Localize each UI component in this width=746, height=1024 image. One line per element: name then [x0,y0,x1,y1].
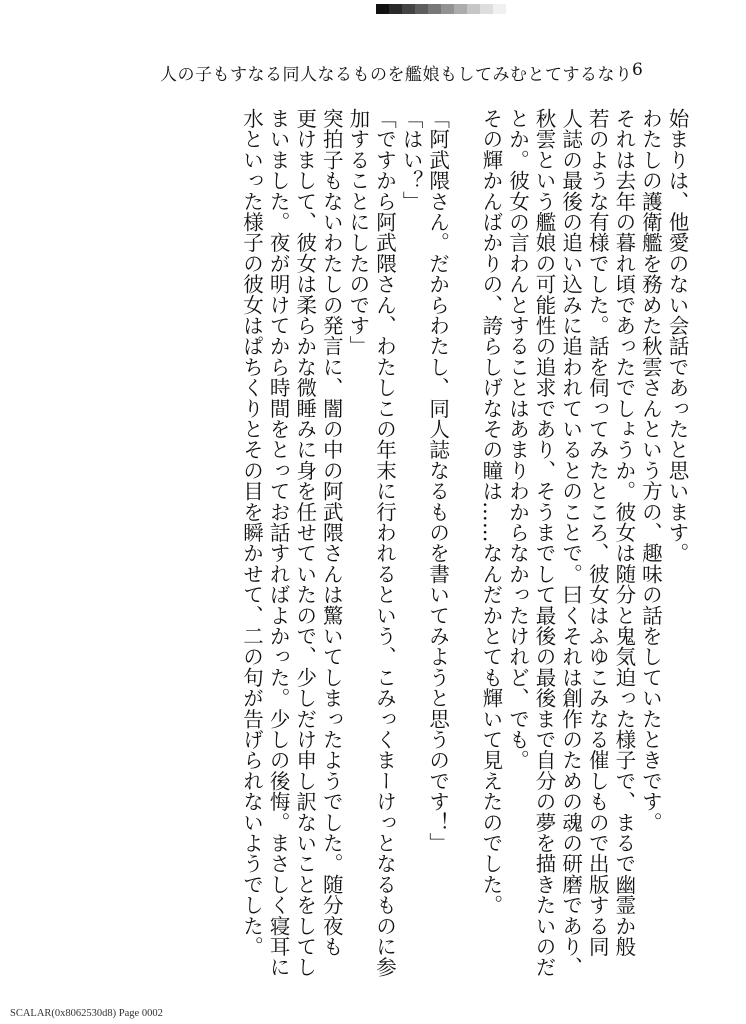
text-line: その輝かんばかりの、誇らしげなその瞳は……なんだかとても輝いて見えたのでした。 [478,108,503,916]
footer-label: SCALAR(0x8062530d8) Page 0002 [10,1008,163,1019]
text-line: 秋雲という艦娘の可能性の追求であり、そうまでして最後の最後まで自分の夢を描きたいのだ [532,108,557,978]
gray-swatch-5 [441,4,454,14]
text-line: 「阿武隈さん。だからわたし、同人誌なるものを書いてみようと思うのです！」 [425,108,450,854]
gray-scale-bar [376,4,506,14]
gray-swatch-7 [467,4,480,14]
blank-line [451,108,478,988]
gray-swatch-8 [480,4,493,14]
text-line: 更けまして、彼女は柔らかな微睡みに身を任せていたので、少しだけ申し訳ないことをしてし [292,108,317,978]
text-line: 人誌の最後の追い込みに追われているとのことで。曰くそれは創作のための魂の研磨であり、 [558,108,583,978]
page-number: 6 [632,60,643,80]
text-line: 若のような有様でした。話を伺ってみたところ、彼女はふゆこみなる催しもので出版する同 [585,108,610,957]
gray-swatch-6 [454,4,467,14]
text-line: それは去年の暮れ頃であったでしょうか。彼女は随分と鬼気迫った様子で、まるで幽霊か般 [611,108,636,957]
text-line: 「はい？」 [399,108,424,212]
text-line: 「ですから阿武隈さん、わたしこの年末に行われるという、こみっくまーけっとなるものに参 [372,108,397,978]
gray-swatch-2 [402,4,415,14]
gray-swatch-9 [493,4,506,14]
text-line: わたしの護衛艦を務めた秋雲さんという方の、趣味の話をしていたときです。 [638,108,663,833]
text-line: 突拍子もないわたしの発言に、闇の中の阿武隈さんは驚いてしまったようでした。随分夜も [319,108,344,957]
body-text [130,108,690,988]
text-line: とか。彼女の言わんとすることはあまりわからなかったけれど、でも。 [505,108,530,771]
text-line: 加することにしたのです」 [345,108,370,357]
gray-swatch-3 [415,4,428,14]
text-line: 水といった様子の彼女はぱちくりとその目を瞬かせて、二の句が告げられないようでした。 [239,108,264,957]
gray-swatch-1 [389,4,402,14]
gray-swatch-4 [428,4,441,14]
gray-swatch-0 [376,4,389,14]
text-line: 始まりは、他愛のない会話であったと思います。 [665,108,689,564]
text-line: まいました。夜が明けてから時間をとってお話すればよかった。少しの後悔。まさしく寝耳に [266,108,291,978]
running-header: 人の子もすなる同人なるものを艦娘もしてみむとてするなり [160,65,633,85]
